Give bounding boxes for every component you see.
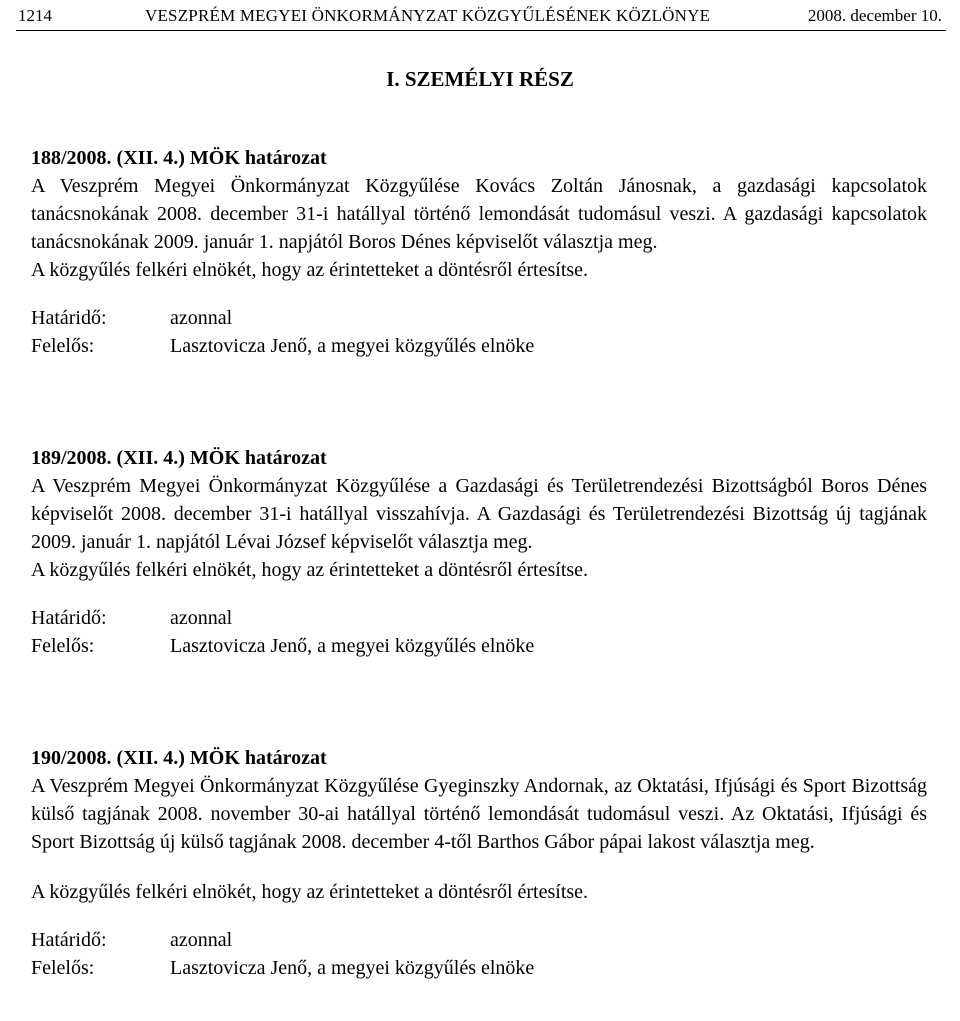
page-number: 1214 (18, 6, 52, 25)
resolution-fields (31, 926, 927, 982)
deadline-row (31, 926, 927, 954)
resolution-notice: A közgyűlés felkéri elnökét, hogy az érintetteket a döntésről értesítse. (31, 259, 589, 281)
deadline-label: Határidő: (31, 929, 107, 951)
journal-title: VESZPRÉM MEGYEI ÖNKORMÁNYZAT KÖZGYŰLÉSÉNEK KÖZLÖNYE (145, 6, 711, 25)
responsible-label: Felelős: (31, 957, 95, 979)
responsible-value: Lasztovicza Jenő, a megyei közgyűlés elnöke (170, 957, 535, 979)
resolution-body: A Veszprém Megyei Önkormányzat Közgyűlése a Gazdasági és Területrendezési Bizottságból Boros Dénes képviselőt 2008. december 31-i hatállyal visszahívja. A Gazdasági és Területrendezési Bizottság új tagjának 2009. január 1. napjától Lévai József képviselőt választja meg. (31, 475, 927, 553)
responsible-label: Felelős: (31, 335, 95, 357)
resolution-notice: A közgyűlés felkéri elnökét, hogy az érintetteket a döntésről értesítse. (31, 881, 589, 903)
page-header (16, 6, 946, 31)
resolution-title: 189/2008. (XII. 4.) MÖK határozat (31, 447, 327, 469)
deadline-row (31, 604, 927, 632)
resolution-title: 188/2008. (XII. 4.) MÖK határozat (31, 147, 327, 169)
deadline-label: Határidő: (31, 607, 107, 629)
resolution-190 (31, 744, 927, 982)
resolution-fields (31, 304, 927, 360)
resolution-title: 190/2008. (XII. 4.) MÖK határozat (31, 747, 327, 769)
resolution-188 (31, 144, 927, 360)
resolution-body: A Veszprém Megyei Önkormányzat Közgyűlése Kovács Zoltán Jánosnak, a gazdasági kapcsolatok tanácsnokának 2008. december 31-i hatállyal történő lemondását tudomásul veszi. A gazdasági kapcsolatok tanácsnokának 2009. január 1. napjától Boros Dénes képviselőt választja meg. (31, 175, 927, 253)
resolution-notice: A közgyűlés felkéri elnökét, hogy az érintetteket a döntésről értesítse. (31, 559, 589, 581)
responsible-row (31, 632, 927, 660)
deadline-value: azonnal (170, 607, 233, 629)
responsible-value: Lasztovicza Jenő, a megyei közgyűlés elnöke (170, 335, 535, 357)
responsible-row (31, 954, 927, 982)
resolution-body: A Veszprém Megyei Önkormányzat Közgyűlése Gyeginszky Andornak, az Oktatási, Ifjúsági és Sport Bizottság külső tagjának 2008. november 30-ai hatállyal történő lemondását tudomásul veszi. Az Oktatási, Ifjúsági és Sport Bizottság új külső tagjának 2008. december 4-től Barthos Gábor pápai lakost választja meg. (31, 775, 927, 853)
deadline-row (31, 304, 927, 332)
resolution-189 (31, 444, 927, 660)
resolution-fields (31, 604, 927, 660)
responsible-row (31, 332, 927, 360)
deadline-value: azonnal (170, 307, 233, 329)
paragraph-gap (31, 856, 927, 878)
deadline-value: azonnal (170, 929, 233, 951)
responsible-value: Lasztovicza Jenő, a megyei közgyűlés elnöke (170, 635, 535, 657)
part-title: I. SZEMÉLYI RÉSZ (386, 67, 574, 91)
issue-date: 2008. december 10. (807, 6, 942, 25)
deadline-label: Határidő: (31, 307, 107, 329)
responsible-label: Felelős: (31, 635, 95, 657)
